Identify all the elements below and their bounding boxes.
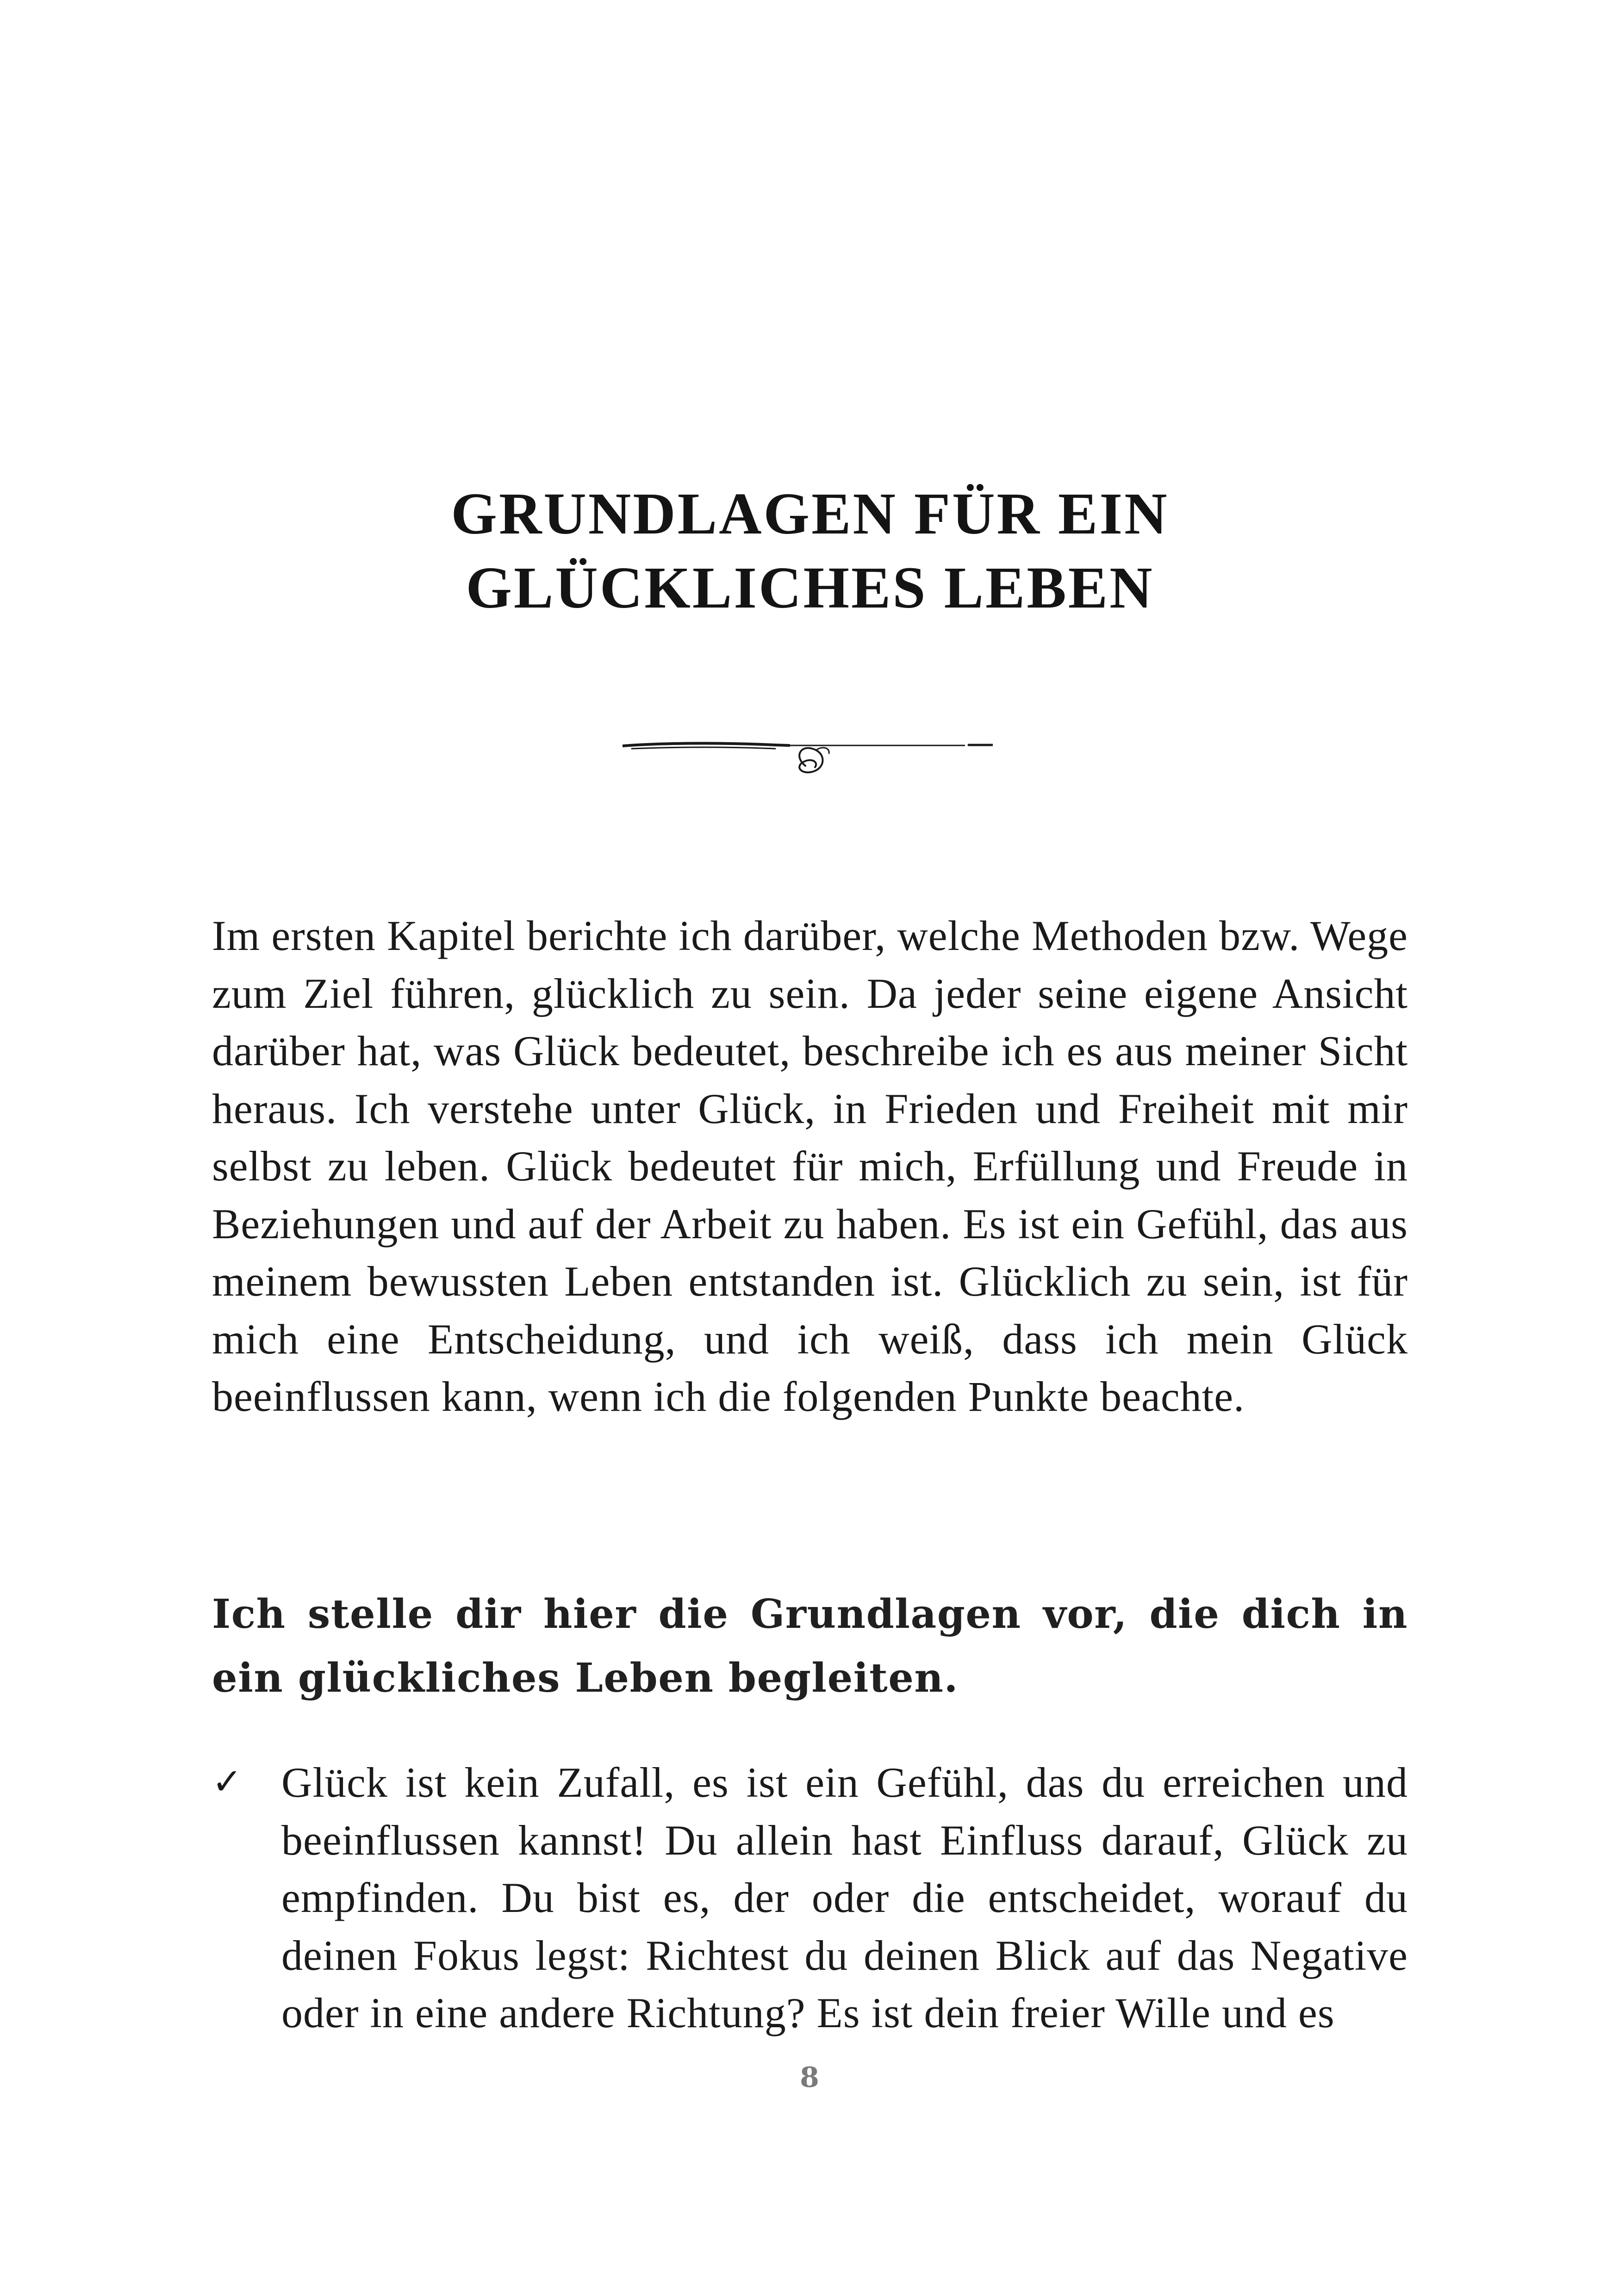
checklist-item-text: Glück ist kein Zufall, es ist ein Gefühl, das du erreichen und beeinflussen kannst! Du allein hast Einfluss darauf, Glück zu empfinden. Du bist es, der oder die entscheidet, worauf du deinen Fokus legst: Richtest du deinen Blick auf das Negative oder in eine andere Richtung? Es ist dein freier Wille und es: [281, 1759, 1408, 2036]
page-number: 8: [800, 2061, 819, 2094]
chapter-title: [213, 477, 1407, 625]
intro-paragraph: Im ersten Kapitel berichte ich darüber, welche Methoden bzw. Wege zum Ziel führen, glücklich zu sein. Da jeder seine eigene Ansicht darüber hat, was Glück bedeutet, beschreibe ich es aus meiner Sicht heraus. Ich verstehe unter Glück, in Frieden und Freiheit mit mir selbst zu leben. Glück bedeutet für mich, Erfüllung und Freude in Beziehungen und auf der Arbeit zu haben. Es ist ein Gefühl, das aus meinem bewussten Leben entstanden ist. Glücklich zu sein, ist für mich eine Entscheidung, und ich weiß, dass ich mein Glück beeinflussen kann, wenn ich die folgenden Punkte beachte.: [212, 912, 1408, 1420]
lead-paragraph: Ich stelle dir hier die Grundlagen vor, die dich in ein glückliches Leben begleiten.: [212, 1591, 1408, 1701]
checklist: [212, 1754, 1408, 2042]
chapter-title-line-2: GLÜCKLICHES LEBEN: [466, 555, 1154, 621]
chapter-title-line-1: GRUNDLAGEN FÜR EIN: [451, 481, 1169, 546]
checkmark-icon: ✓: [212, 1761, 243, 1803]
flourish-divider-icon: [623, 722, 993, 787]
checklist-item: [212, 1754, 1408, 2042]
